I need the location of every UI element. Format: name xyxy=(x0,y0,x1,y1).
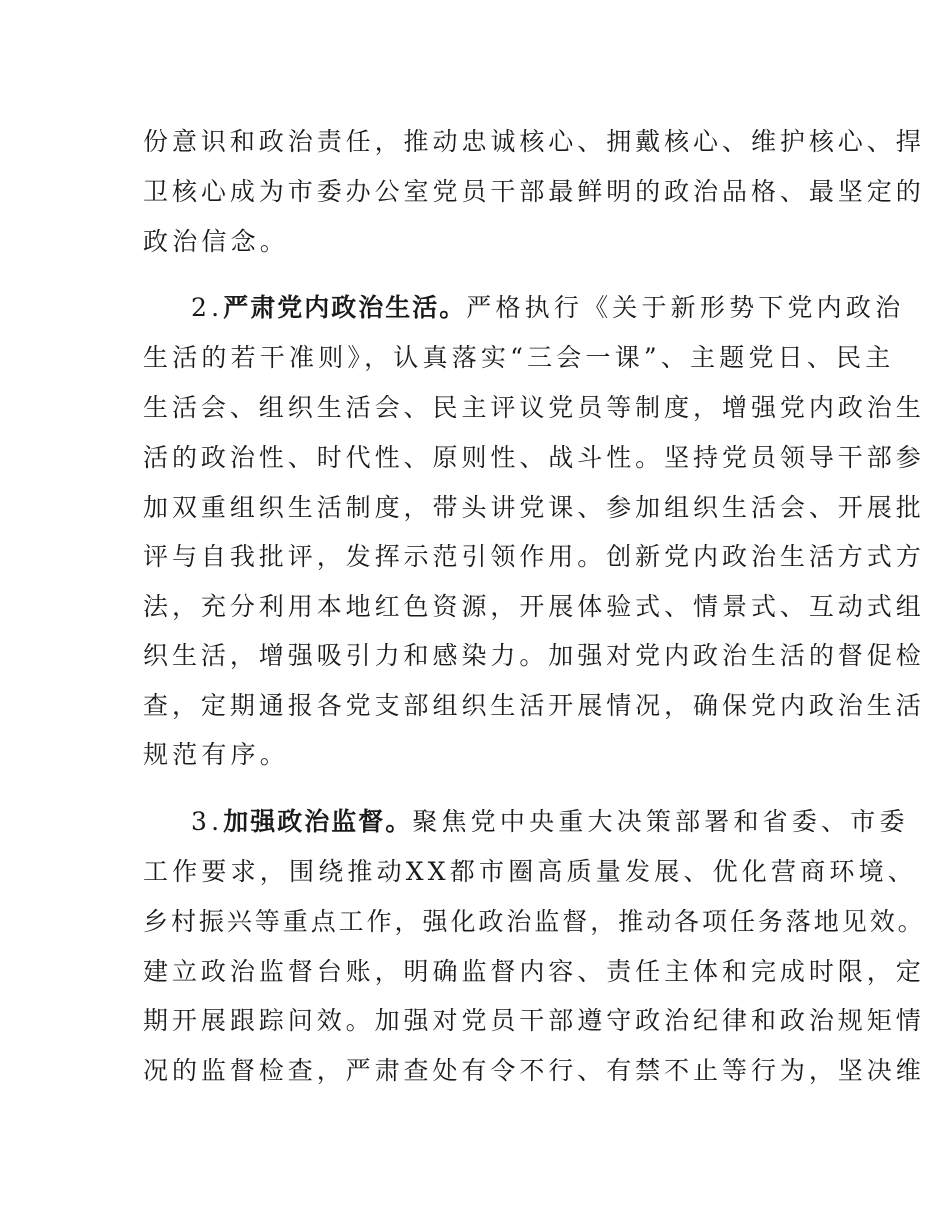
paragraph-2-line-7: 法，充分利用本地红色资源，开展体验式、情景式、互动式组 xyxy=(143,592,925,621)
paragraph-3-line-6: 况的监督检查，严肃查处有令不行、有禁不止等行为，坚决维 xyxy=(143,1056,925,1085)
paragraph-3-line-5: 期开展跟踪问效。加强对党员干部遵守政治纪律和政治规矩情 xyxy=(143,1006,925,1035)
paragraph-1-line-3: 政治信念。 xyxy=(143,227,290,256)
paragraph-2-first-line-text: 严格执行《关于新形势下党内政治 xyxy=(466,293,905,322)
paragraph-1-line-2: 卫核心成为市委办公室党员干部最鲜明的政治品格、最坚定的 xyxy=(143,177,925,206)
paragraph-3-first-line-text: 聚焦党中央重大决策部署和省委、市委 xyxy=(412,807,909,836)
paragraph-2-line-4: 活的政治性、时代性、原则性、战斗性。坚持党员领导干部参 xyxy=(143,443,925,472)
paragraph-3-line-3: 乡村振兴等重点工作，强化政治监督，推动各项任务落地见效。 xyxy=(143,907,926,936)
paragraph-3-line-2: 工作要求，围绕推动XX都市圈高质量发展、优化营商环境、 xyxy=(143,857,917,886)
paragraph-2-line-8: 织生活，增强吸引力和感染力。加强对党内政治生活的督促检 xyxy=(143,641,925,670)
paragraph-2-heading: 严肃党内政治生活。 xyxy=(223,293,467,322)
paragraph-2-line-3: 生活会、组织生活会、民主评议党员等制度，增强党内政治生 xyxy=(143,393,925,422)
paragraph-2-number: 2. xyxy=(191,293,224,322)
paragraph-3-heading: 加强政治监督。 xyxy=(223,807,413,836)
paragraph-3-number: 3. xyxy=(191,807,224,836)
paragraph-2-line-10: 规范有序。 xyxy=(143,740,290,769)
paragraph-2-line-9: 查，定期通报各党支部组织生活开展情况，确保党内政治生活 xyxy=(143,691,925,720)
paragraph-2-first-line xyxy=(191,293,904,323)
paragraph-2-line-6: 评与自我批评，发挥示范引领作用。创新党内政治生活方式方 xyxy=(143,542,925,571)
paragraph-2-line-5: 加双重组织生活制度，带头讲党课、参加组织生活会、开展批 xyxy=(143,493,925,522)
paragraph-1-line-1: 份意识和政治责任，推动忠诚核心、拥戴核心、维护核心、捍 xyxy=(143,127,925,156)
paragraph-3-first-line xyxy=(191,807,909,837)
paragraph-3-line-4: 建立政治监督台账，明确监督内容、责任主体和完成时限，定 xyxy=(143,957,925,986)
paragraph-2-line-2: 生活的若干准则》，认真落实“三会一课”、主题党日、民主 xyxy=(143,343,895,372)
